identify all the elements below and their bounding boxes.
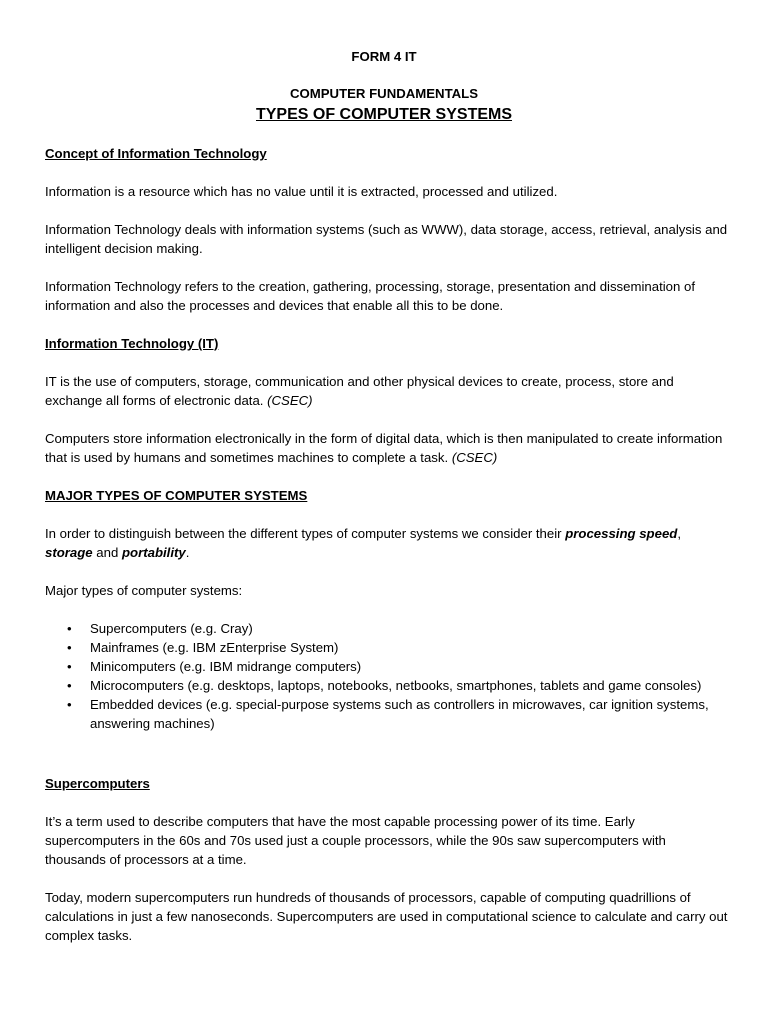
bullet-icon: • [67, 678, 72, 693]
list-item-text: Microcomputers (e.g. desktops, laptops, notebooks, netbooks, smartphones, tablets and game consoles) [90, 678, 702, 693]
bullet-icon: • [67, 621, 72, 636]
citation: (CSEC) [451, 450, 498, 465]
computer-types-list [45, 619, 729, 733]
separator: , [677, 526, 682, 541]
paragraph: Today, modern supercomputers run hundreds of thousands of processors, capable of computing quadrillions of calculations in just a few nanoseconds. Supercomputers are used in computational science to calculate and carry out complex tasks. [45, 890, 728, 943]
and-word: and [92, 545, 122, 560]
list-item-text: Mainframes (e.g. IBM zEnterprise System) [90, 640, 339, 655]
list-item-text: Embedded devices (e.g. special-purpose systems such as controllers in microwaves, car ignition systems, answering machines) [90, 697, 709, 731]
list-item-text: Supercomputers (e.g. Cray) [90, 621, 253, 636]
subject-heading: COMPUTER FUNDAMENTALS [289, 86, 479, 101]
list-item-text: Minicomputers (e.g. IBM midrange computers) [90, 659, 362, 674]
list-item [45, 619, 729, 638]
paragraph-text: IT is the use of computers, storage, communication and other physical devices to create, process, store and exchange all forms of electronic data. [45, 374, 674, 408]
page-title: TYPES OF COMPUTER SYSTEMS [255, 106, 513, 123]
paragraph [45, 429, 729, 467]
list-item [45, 638, 729, 657]
bullet-icon: • [67, 640, 72, 655]
intro-text: In order to distinguish between the different types of computer systems we consider their [45, 526, 566, 541]
paragraph: It’s a term used to describe computers that have the most capable processing power of its time. Early supercomputers in the 60s and 70s used just a couple processors, while the 90s saw supercomputers with thousands of processors at a time. [45, 814, 666, 867]
term-portability: portability [121, 545, 186, 560]
paragraph [45, 524, 729, 562]
section-heading-major: MAJOR TYPES OF COMPUTER SYSTEMS [45, 488, 308, 503]
bullet-icon: • [67, 659, 72, 674]
section-heading-it: Information Technology (IT) [45, 336, 219, 351]
period: . [185, 545, 190, 560]
list-label: Major types of computer systems: [45, 583, 243, 598]
paragraph [45, 372, 729, 410]
section-heading-supercomputers: Supercomputers [45, 776, 150, 791]
paragraph: Information is a resource which has no value until it is extracted, processed and utilized. [45, 184, 558, 199]
list-item [45, 695, 729, 733]
paragraph-text: Computers store information electronically in the form of digital data, which is then manipulated to create information that is used by humans and sometimes machines to complete a task. [45, 431, 723, 465]
bullet-icon: • [67, 697, 72, 712]
list-item [45, 657, 729, 676]
paragraph: Information Technology refers to the creation, gathering, processing, storage, presentation and dissemination of information and also the processes and devices that enable all this to be done. [45, 279, 695, 313]
form-label: FORM 4 IT [351, 49, 417, 64]
citation: (CSEC) [267, 393, 313, 408]
term-processing-speed: processing speed [565, 526, 678, 541]
section-heading-concept: Concept of Information Technology [45, 146, 267, 161]
term-storage: storage [45, 545, 93, 560]
paragraph: Information Technology deals with information systems (such as WWW), data storage, access, retrieval, analysis and intelligent decision making. [45, 222, 728, 256]
list-item [45, 676, 729, 695]
